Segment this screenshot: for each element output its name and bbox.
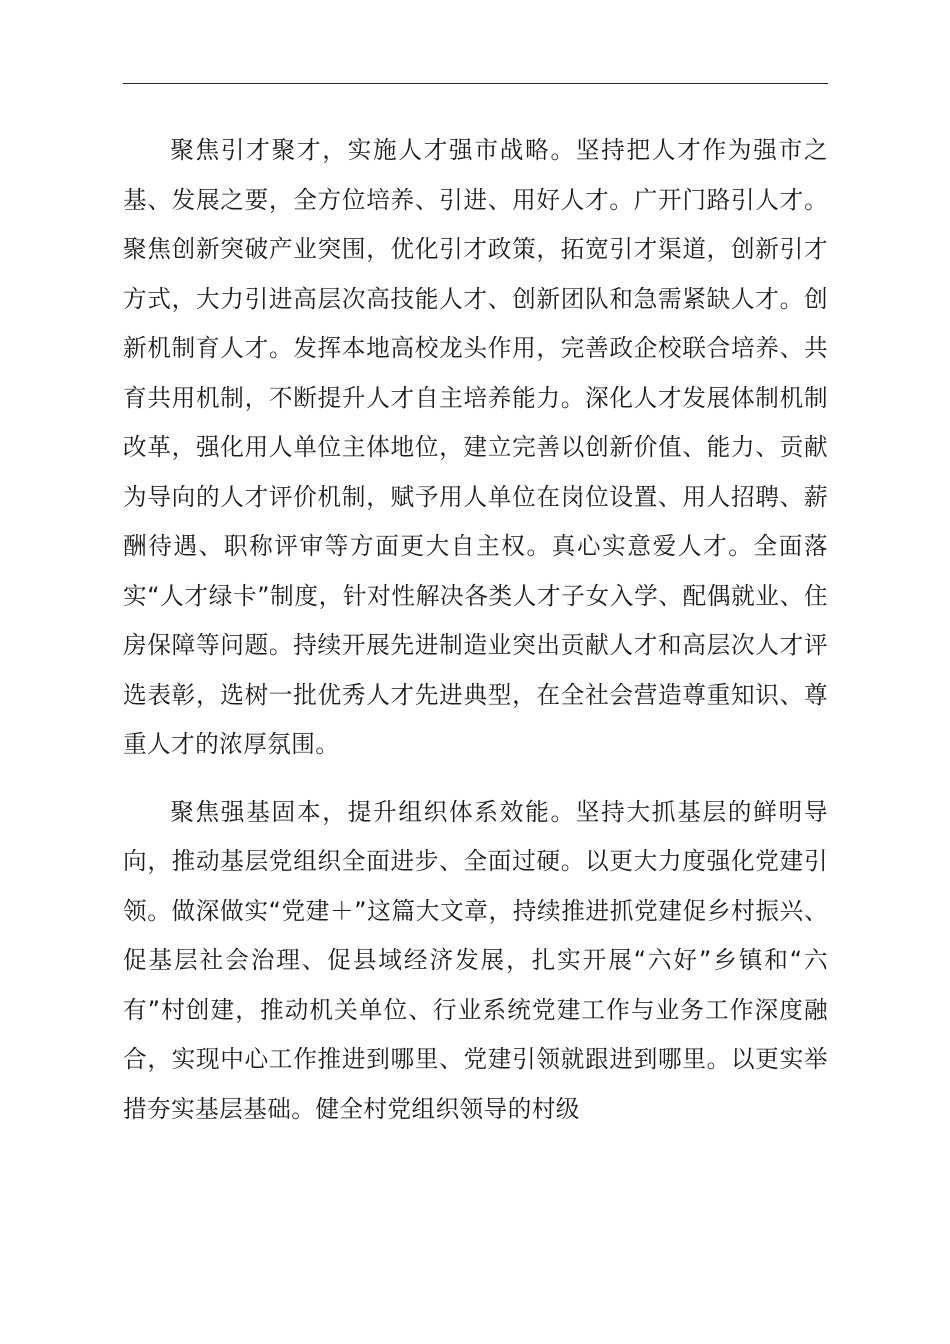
paragraph-talent-strategy: 聚焦引才聚才，实施人才强市战略。坚持把人才作为强市之基、发展之要，全方位培养、引进、用好人才。广开门路引人才。聚焦创新突破产业突围，优化引才政策，拓宽引才渠道，创新引才方式，大力引进高层次高技能人才、创新团队和急需紧缺人才。创新机制育人才。发挥本地高校龙头作用，完善政企校联合培养、共育共用机制，不断提升人才自主培养能力。深化人才发展体制机制改革，强化用人单位主体地位，建立完善以创新价值、能力、贡献为导向的人才评价机制，赋予用人单位在岗位设置、用人招聘、薪酬待遇、职称评审等方面更大自主权。真心实意爱人才。全面落实“人才绿卡”制度，针对性解决各类人才子女入学、配偶就业、住房保障等问题。持续开展先进制造业突出贡献人才和高层次人才评选表彰，选树一批优秀人才先进典型，在全社会营造尊重知识、尊重人才的浓厚氛围。 xyxy=(123,136,828,758)
document-body xyxy=(123,126,828,1134)
paragraph-grassroots-organization: 聚焦强基固本，提升组织体系效能。坚持大抓基层的鲜明导向，推动基层党组织全面进步、全面过硬。以更大力度强化党建引领。做深做实“党建＋”这篇大文章，持续推进抓党建促乡村振兴、促基层社会治理、促县域经济发展，扎实开展“六好”乡镇和“六有”村创建，推动机关单位、行业系统党建工作与业务工作深度融合，实现中心工作推进到哪里、党建引领就跟进到哪里。以更实举措夯实基层基础。健全村党组织领导的村级 xyxy=(123,797,828,1123)
header-divider xyxy=(123,83,828,84)
